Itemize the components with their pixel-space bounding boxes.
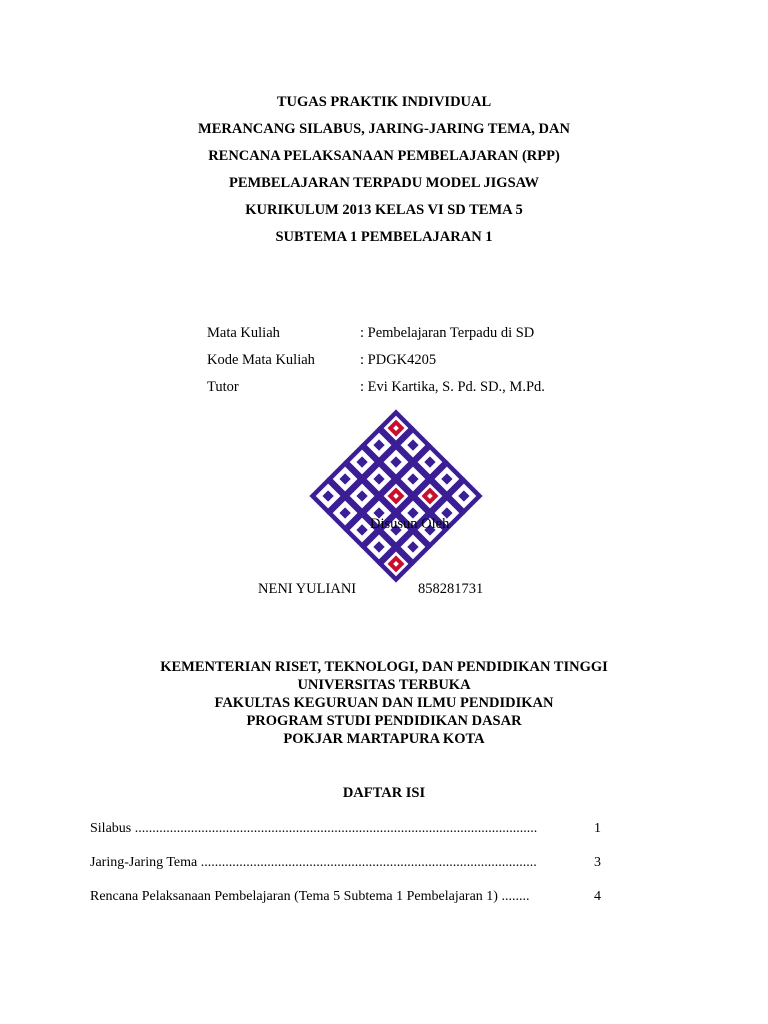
- institution-block: [0, 658, 768, 748]
- institution-line: PROGRAM STUDI PENDIDIKAN DASAR: [246, 713, 522, 729]
- title-line: PEMBELAJARAN TERPADU MODEL JIGSAW: [228, 175, 540, 191]
- logo-core: [373, 439, 384, 450]
- author-info: [258, 581, 483, 598]
- institution-line: POKJAR MARTAPURA KOTA: [283, 731, 485, 747]
- logo-core: [356, 456, 367, 467]
- toc-entry-label: Jaring-Jaring Tema ................................................................................................: [90, 855, 537, 870]
- title-line: KURIKULUM 2013 KELAS VI SD TEMA 5: [245, 202, 523, 218]
- institution-line: FAKULTAS KEGURUAN DAN ILMU PENDIDIKAN: [214, 695, 554, 711]
- course-info: [207, 324, 545, 405]
- toc-entry-label: Silabus ...................................................................................................................: [90, 821, 538, 836]
- title-line: SUBTEMA 1 PEMBELAJARAN 1: [275, 229, 493, 245]
- title-line: TUGAS PRAKTIK INDIVIDUAL: [276, 94, 492, 110]
- info-row-course-code: [207, 351, 545, 378]
- info-label: Tutor: [207, 379, 239, 395]
- logo-core: [373, 541, 384, 552]
- university-logo: [305, 405, 487, 587]
- logo-core: [339, 507, 350, 518]
- logo-core: [441, 473, 452, 484]
- logo-core: [407, 439, 418, 450]
- info-value: : Evi Kartika, S. Pd. SD., M.Pd.: [360, 379, 545, 395]
- title-line: MERANCANG SILABUS, JARING-JARING TEMA, DAN: [198, 121, 570, 137]
- info-value: : Pembelajaran Terpadu di SD: [360, 325, 535, 341]
- toc-entry[interactable]: [90, 820, 610, 854]
- info-label: Kode Mata Kuliah: [207, 352, 315, 368]
- logo-core: [322, 490, 333, 501]
- title-line: RENCANA PELAKSANAAN PEMBELAJARAN (RPP): [208, 148, 560, 164]
- toc-entry[interactable]: [90, 854, 610, 888]
- student-id: 858281731: [418, 581, 484, 597]
- author-name: NENI YULIANI: [258, 581, 357, 597]
- logo-core: [373, 473, 384, 484]
- logo-core: [339, 473, 350, 484]
- logo-core: [458, 490, 469, 501]
- info-label: Mata Kuliah: [207, 325, 280, 341]
- logo-core: [356, 524, 367, 535]
- logo-core: [390, 456, 401, 467]
- toc-entry-label: Rencana Pelaksanaan Pembelajaran (Tema 5 Subtema 1 Pembelajaran 1) ........: [90, 889, 530, 904]
- institution-line: KEMENTERIAN RISET, TEKNOLOGI, DAN PENDIDIKAN TINGGI: [160, 659, 608, 675]
- info-value: : PDGK4205: [360, 352, 437, 368]
- submitted-by-label: Disusun Oleh: [370, 516, 450, 532]
- toc-entry-page: 3: [594, 855, 601, 870]
- logo-core: [356, 490, 367, 501]
- toc-entry[interactable]: [90, 888, 610, 922]
- toc-entry-page: 4: [594, 889, 601, 904]
- logo-core: [407, 473, 418, 484]
- info-row-course: [207, 324, 545, 351]
- toc-entry-page: 1: [594, 821, 601, 836]
- info-row-tutor: [207, 378, 545, 405]
- toc-heading: DAFTAR ISI: [342, 785, 426, 801]
- institution-line: UNIVERSITAS TERBUKA: [297, 677, 471, 693]
- table-of-contents: [90, 820, 610, 922]
- document-title: [0, 92, 768, 254]
- logo-core: [407, 541, 418, 552]
- logo-core: [424, 456, 435, 467]
